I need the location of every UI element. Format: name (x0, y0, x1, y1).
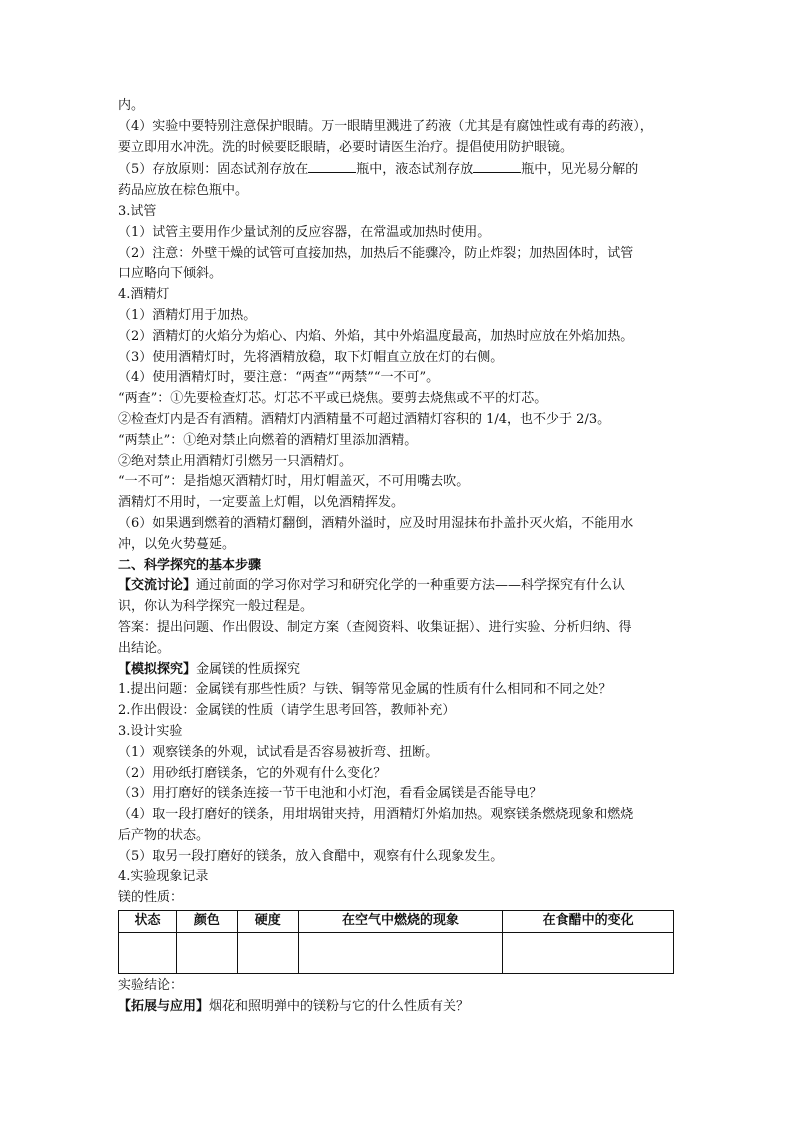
cell-color[interactable] (176, 932, 237, 973)
text-line: （1）观察镁条的外观，试试看是否容易被折弯、扭断。 (118, 744, 439, 760)
text-line: （4）使用酒精灯时，要注意：“两查”“两禁”“一不可”。 (118, 370, 440, 386)
tag-label: 【拓展与应用】 (118, 998, 210, 1014)
section-heading: 4.实验现象记录 (118, 869, 209, 885)
text-line: 1.提出问题：金属镁有那些性质？与铁、铜等常见金属的性质有什么相同和不同之处？ (118, 682, 612, 698)
text-line: “一不可”：是指熄灭酒精灯时，用灯帽盖灭，不可用嘴去吹。 (118, 474, 470, 490)
text-line: 药品应放在棕色瓶中。 (118, 183, 249, 199)
text-fragment: 烟花和照明弹中的镁粉与它的什么性质有关？ (209, 998, 470, 1014)
header-burning-in-air: 在空气中燃烧的现象 (298, 911, 503, 933)
text-fragment: 通过前面的学习你对学习和研究化学的一种重要方法——科学探究有什么认 (196, 578, 626, 594)
tag-label: 【交流讨论】 (118, 578, 197, 594)
text-line: 内。 (118, 98, 145, 113)
text-line: （5）取另一段打磨好的镁条，放入食醋中，观察有什么现象发生。 (118, 848, 504, 864)
simulation-line (118, 660, 678, 681)
header-state: 状态 (119, 911, 177, 933)
text-line: （3）用打磨好的镁条连接一节干电池和小灯泡，看看金属镁是否能导电？ (118, 786, 543, 802)
text-line: （1）酒精灯用于加热。 (118, 307, 257, 323)
storage-principle-line (118, 158, 678, 181)
text-line: （2）酒精灯的火焰分为焰心、内焰、外焰，其中外焰温度最高，加热时应放在外焰加热。 (118, 328, 634, 344)
magnesium-properties-table (118, 910, 674, 974)
text-line: （3）使用酒精灯时，先将酒精放稳，取下灯帽直立放在灯的右侧。 (118, 349, 504, 365)
document-body (118, 96, 678, 1017)
text-fragment: 金属镁的性质探究 (196, 661, 301, 677)
text-line: ②检查灯内是否有酒精。酒精灯内酒精量不可超过酒精灯容积的 1/4，也不少于 2/3。 (118, 411, 611, 427)
text-line: 镁的性质： (118, 890, 184, 906)
discussion-line (118, 576, 678, 597)
text-line: 2.作出假设：金属镁的性质（请学生思考回答，教师补充） (118, 703, 456, 719)
fill-blank-solid[interactable] (308, 158, 356, 173)
text-line: 口应略向下倾斜。 (118, 266, 223, 282)
text-line: （4）取一段打磨好的镁条，用坩埚钳夹持，用酒精灯外焰加热。观察镁条燃烧现象和燃烧 (118, 807, 634, 823)
section-heading: 3.设计实验 (118, 723, 183, 739)
text-fragment: 瓶中，见光易分解的 (521, 162, 639, 178)
fill-blank-liquid[interactable] (473, 158, 521, 173)
text-line: （2）用砂纸打磨镁条，它的外观有什么变化？ (118, 765, 387, 781)
text-line: 冲，以免火势蔓延。 (118, 536, 236, 552)
header-color: 颜色 (176, 911, 237, 933)
section-heading: 3.试管 (118, 203, 157, 219)
text-line: （2）注意：外壁干燥的试管可直接加热，加热后不能骤冷，防止炸裂；加热固体时，试管 (118, 245, 634, 261)
text-line: 识，你认为科学探究一般过程是。 (118, 599, 314, 615)
text-fragment: 瓶中，液态试剂存放 (356, 162, 474, 178)
tag-label: 【模拟探究】 (118, 661, 197, 677)
text-line: 酒精灯不用时，一定要盖上灯帽，以免酒精挥发。 (118, 495, 405, 511)
cell-burning-in-air[interactable] (298, 932, 503, 973)
text-line: （1）试管主要用作少量试剂的反应容器，在常温或加热时使用。 (118, 224, 491, 240)
text-line: （4）实验中要特别注意保护眼睛。万一眼睛里溅进了药液（尤其是有腐蚀性或有毒的药液）， (118, 118, 653, 134)
table-row (119, 932, 674, 973)
header-change-in-vinegar: 在食醋中的变化 (503, 911, 674, 933)
section-heading: 4.酒精灯 (118, 287, 170, 303)
text-line: 实验结论： (118, 977, 184, 993)
cell-change-in-vinegar[interactable] (503, 932, 674, 973)
text-line: “两查”：①先要检查灯芯。灯芯不平或已烧焦。要剪去烧焦或不平的灯芯。 (118, 391, 548, 407)
section-title: 二、科学探究的基本步骤 (118, 557, 262, 573)
text-fragment: （5）存放原则：固态试剂存放在 (118, 162, 309, 178)
application-line (118, 997, 678, 1018)
text-line: 出结论。 (118, 640, 171, 656)
cell-hardness[interactable] (237, 932, 298, 973)
text-line: 答案：提出问题、作出假设、制定方案（查阅资料、收集证据）、进行实验、分析归纳、得 (118, 619, 632, 635)
table-header-row (119, 911, 674, 933)
text-line: 要立即用水冲洗。洗的时候要眨眼睛，必要时请医生治疗。提倡使用防护眼镜。 (118, 139, 574, 155)
text-line: “两禁止”：①绝对禁止向燃着的酒精灯里添加酒精。 (118, 432, 418, 448)
text-line: ②绝对禁止用酒精灯引燃另一只酒精灯。 (118, 453, 353, 469)
text-line: （6）如果遇到燃着的酒精灯翻倒，酒精外溢时，应及时用湿抹布扑盖扑灭火焰，不能用水 (118, 515, 634, 531)
text-line: 后产物的状态。 (118, 827, 210, 843)
cell-state[interactable] (119, 932, 177, 973)
header-hardness: 硬度 (237, 911, 298, 933)
